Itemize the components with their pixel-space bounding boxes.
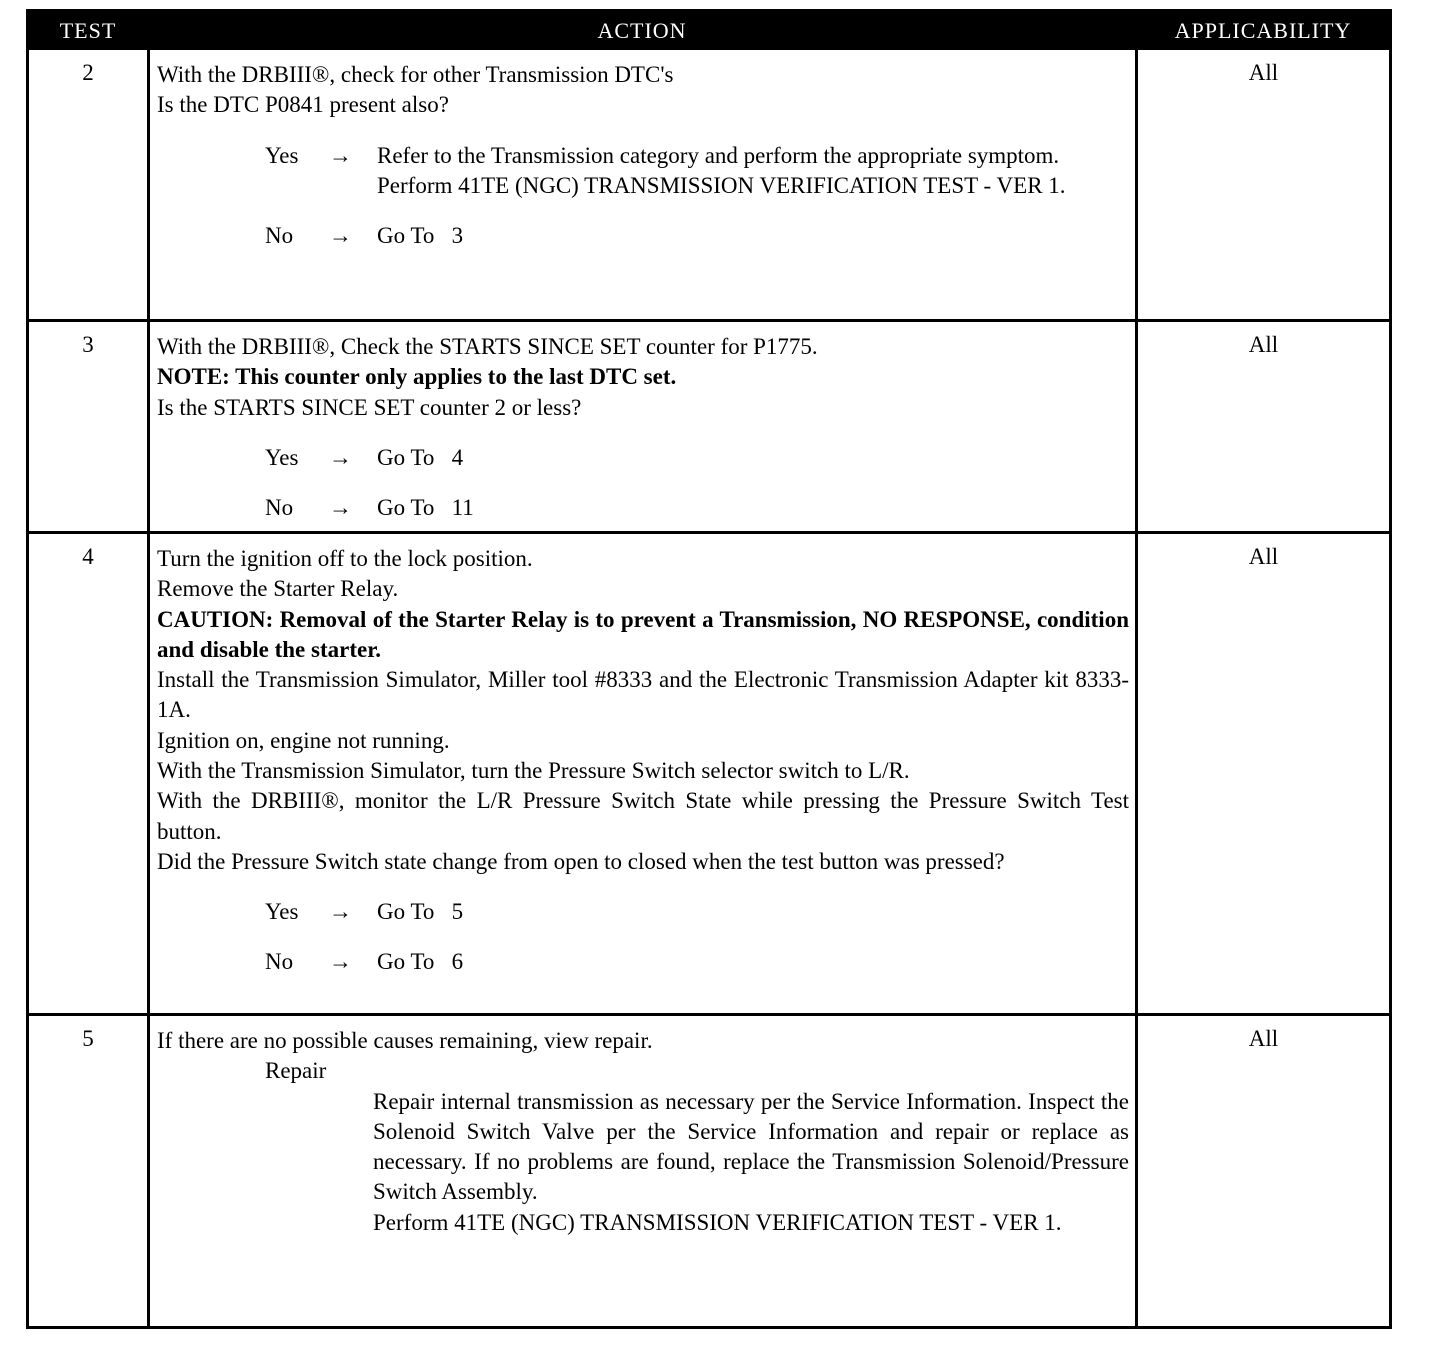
test-row-4 xyxy=(29,531,1389,1014)
yes-branch xyxy=(157,897,1129,927)
action-line: With the DRBIII®, Check the STARTS SINCE SET counter for P1775. xyxy=(157,334,818,359)
note-text: NOTE: This counter only applies to the last DTC set. xyxy=(157,364,677,390)
action-line: Remove the Starter Relay. xyxy=(157,576,399,602)
test-number: 5 xyxy=(82,1026,94,1051)
repair-label: Repair xyxy=(265,1058,327,1084)
diagnostic-test-table xyxy=(26,9,1392,1329)
repair-verify-text: Perform 41TE (NGC) TRANSMISSION VERIFICATION TEST - VER 1. xyxy=(373,1209,1062,1235)
action-cell xyxy=(157,544,1129,977)
table-header xyxy=(29,12,1389,50)
caution-text: CAUTION: Removal of the Starter Relay is to prevent a Transmission, NO RESPONSE, condition and disable the starter. xyxy=(157,606,1129,662)
action-cell xyxy=(157,1026,1129,1238)
applicability-value: All xyxy=(1248,544,1279,569)
action-line: With the Transmission Simulator, turn the Pressure Switch selector switch to L/R. xyxy=(157,758,910,784)
yes-result: Go To 5 xyxy=(377,899,464,925)
header-applicability: APPLICABILITY xyxy=(1174,18,1352,43)
no-result: Go To 6 xyxy=(377,949,464,975)
header-action: ACTION xyxy=(597,18,687,43)
arrow-icon: → xyxy=(329,142,352,168)
action-line: With the DRBIII®, check for other Transmission DTC's xyxy=(157,62,674,87)
action-line: Turn the ignition off to the lock position. xyxy=(157,546,533,571)
yes-result: Go To 4 xyxy=(377,444,464,470)
test-number: 2 xyxy=(82,60,94,85)
yes-label: Yes xyxy=(265,142,299,168)
arrow-icon: → xyxy=(329,494,352,520)
action-line: With the DRBIII®, monitor the L/R Pressure Switch State while pressing the Pressure Switch Test button. xyxy=(157,788,1129,844)
header-test: TEST xyxy=(59,18,117,43)
test-row-2 xyxy=(29,50,1389,322)
action-line: Did the Pressure Switch state change from open to closed when the test button was pressed? xyxy=(157,848,1005,874)
test-number: 3 xyxy=(82,332,94,357)
no-label: No xyxy=(265,949,294,975)
test-row-3 xyxy=(29,319,1389,532)
no-label: No xyxy=(265,494,294,520)
action-line: Install the Transmission Simulator, Miller tool #8333 and the Electronic Transmission Adapter kit 8333-1A. xyxy=(157,667,1129,723)
arrow-icon: → xyxy=(329,223,352,249)
test-row-5 xyxy=(29,1013,1389,1326)
repair-text: Repair internal transmission as necessary per the Service Information. Inspect the Solenoid Switch Valve per the Service Information and repair or replace as necessary. If no problems are found, replace the Transmission Solenoid/Pressure Switch Assembly. xyxy=(373,1088,1129,1205)
no-branch xyxy=(157,947,1129,977)
yes-branch xyxy=(157,141,1129,202)
action-cell xyxy=(157,60,1129,251)
no-result: Go To 11 xyxy=(377,494,474,520)
yes-result: Refer to the Transmission category and perform the appropriate symptom. xyxy=(377,142,1060,168)
yes-label: Yes xyxy=(265,899,299,925)
yes-label: Yes xyxy=(265,444,299,470)
yes-result-verify: Perform 41TE (NGC) TRANSMISSION VERIFICATION TEST - VER 1. xyxy=(377,172,1066,198)
no-branch xyxy=(157,493,1129,523)
action-cell xyxy=(157,332,1129,523)
applicability-value: All xyxy=(1248,332,1279,357)
action-line: If there are no possible causes remaining, view repair. xyxy=(157,1028,653,1053)
applicability-value: All xyxy=(1248,60,1279,85)
test-number: 4 xyxy=(82,544,94,569)
action-line: Ignition on, engine not running. xyxy=(157,727,450,753)
no-branch xyxy=(157,221,1129,251)
no-label: No xyxy=(265,223,294,249)
action-line: Is the STARTS SINCE SET counter 2 or less? xyxy=(157,394,582,420)
arrow-icon: → xyxy=(329,949,352,975)
applicability-value: All xyxy=(1248,1026,1279,1051)
arrow-icon: → xyxy=(329,899,352,925)
action-line: Is the DTC P0841 present also? xyxy=(157,92,449,118)
no-result: Go To 3 xyxy=(377,223,464,249)
yes-branch xyxy=(157,443,1129,473)
arrow-icon: → xyxy=(329,444,352,470)
